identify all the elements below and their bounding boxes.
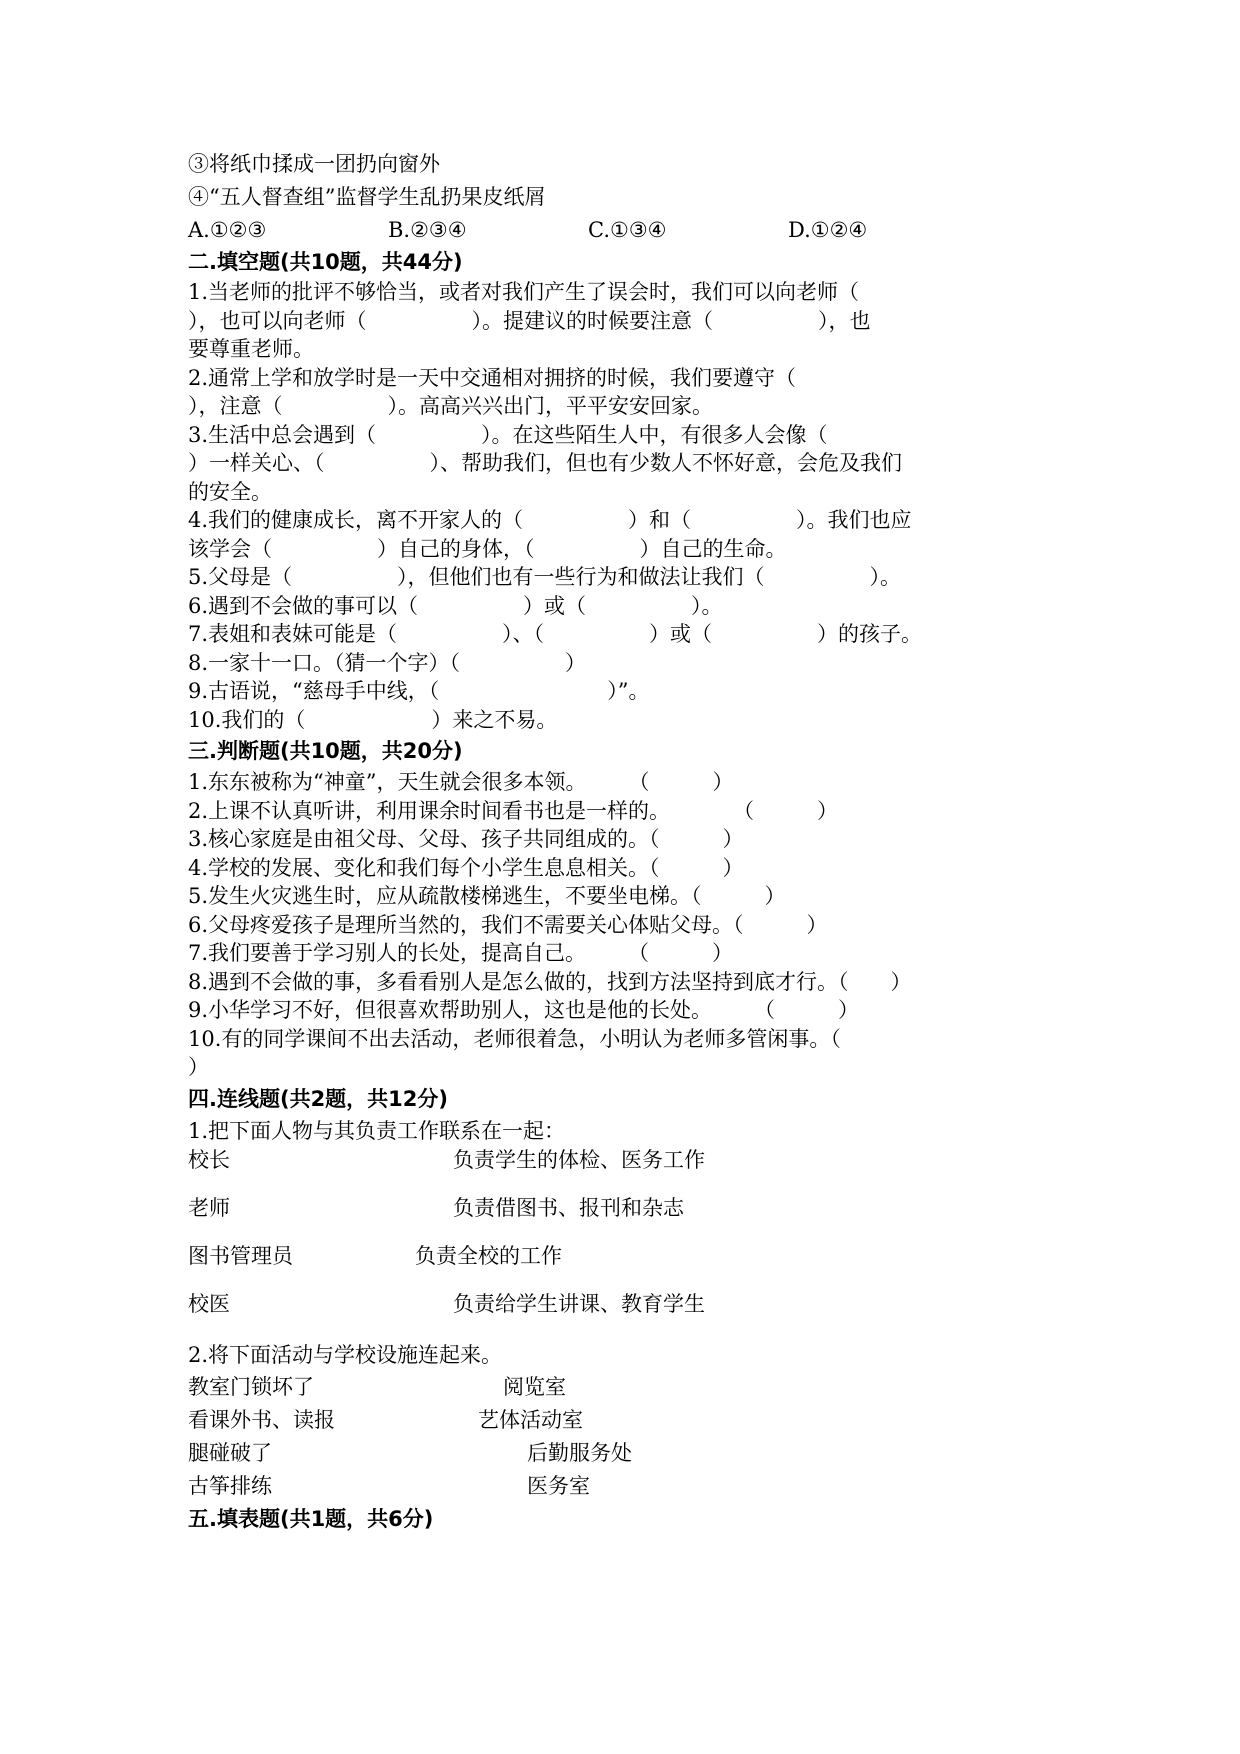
match-left: 古筝排练 — [188, 1473, 272, 1498]
section-true-false — [188, 734, 1068, 1082]
section-matching — [188, 1082, 1068, 1504]
fill-line: 8.一家十一口。（猜一个字）（ ） — [188, 650, 587, 675]
match-row — [188, 1372, 1068, 1405]
section-table-fill — [188, 1504, 1068, 1534]
match-row — [188, 1290, 1068, 1338]
judge-line: 8.遇到不会做的事，多看看别人是怎么做的，找到方法坚持到底才行。（ ） — [188, 969, 912, 994]
match-left: 看课外书、读报 — [188, 1407, 335, 1432]
fill-line: ），也可以向老师（ ）。提建议的时候要注意（ ），也 — [188, 308, 871, 333]
fill-line: 要尊重老师。 — [188, 337, 314, 361]
fill-line: 5.父母是（ ），但他们也有一些行为和做法让我们（ ）。 — [188, 565, 902, 589]
match-row — [188, 1438, 1068, 1471]
section1-tail — [188, 148, 1068, 246]
judge-line: 4.学校的发展、变化和我们每个小学生息息相关。（ ） — [188, 855, 744, 880]
match-row — [188, 1146, 1068, 1194]
judge-line: 9.小华学习不好，但很喜欢帮助别人，这也是他的长处。 （ ） — [188, 998, 860, 1022]
matching-q2 — [188, 1372, 1068, 1504]
match-row — [188, 1405, 1068, 1438]
fill-line: 该学会（ ）自己的身体，（ ）自己的生命。 — [188, 536, 787, 561]
judge-line: 7.我们要善于学习别人的长处，提高自己。 （ ） — [188, 941, 734, 965]
match-row — [188, 1194, 1068, 1242]
section-heading-table-fill: 五.填表题(共1题，共6分) — [188, 1506, 434, 1531]
section-heading-matching: 四.连线题(共2题，共12分) — [188, 1086, 449, 1111]
match-left: 校医 — [188, 1291, 230, 1316]
judge-line: 6.父母疼爱孩子是理所当然的，我们不需要关心体贴父母。（ ） — [188, 912, 828, 937]
fill-line: 的安全。 — [188, 479, 272, 504]
match-left: 校长 — [188, 1147, 230, 1172]
section-heading-fill-blank: 二.填空题(共10题，共44分) — [188, 250, 463, 274]
choice-item-4: ④“五人督查组”监督学生乱扔果皮纸屑 — [188, 185, 546, 209]
section-heading-true-false: 三.判断题(共10题，共20分) — [188, 739, 463, 763]
match-row — [188, 1242, 1068, 1290]
judge-line: 3.核心家庭是由祖父母、父母、孩子共同组成的。（ ） — [188, 827, 744, 851]
choice-item-3: ③将纸巾揉成一团扔向窗外 — [188, 152, 440, 176]
fill-line: ）一样关心、（ ）、帮助我们，但也有少数人不怀好意，会危及我们 — [188, 451, 902, 475]
match-left: 图书管理员 — [188, 1243, 293, 1268]
match-right: 负责给学生讲课、教育学生 — [453, 1291, 705, 1316]
fill-line: 6.遇到不会做的事可以（ ）或（ ）。 — [188, 593, 723, 618]
fill-line: 3.生活中总会遇到（ ）。在这些陌生人中，有很多人会像（ — [188, 422, 828, 447]
matching-q2-prompt: 2.将下面活动与学校设施连起来。 — [188, 1342, 503, 1367]
match-right: 后勤服务处 — [527, 1440, 632, 1465]
match-left: 腿碰破了 — [188, 1440, 272, 1465]
judge-line: ） — [188, 1055, 209, 1079]
match-right: 负责学生的体检、医务工作 — [453, 1147, 705, 1172]
match-right: 阅览室 — [503, 1374, 566, 1399]
worksheet-page — [188, 148, 1068, 1534]
fill-line: 1.当老师的批评不够恰当，或者对我们产生了误会时，我们可以向老师（ — [188, 280, 860, 304]
match-left: 老师 — [188, 1195, 230, 1220]
matching-q1 — [188, 1146, 1068, 1338]
match-left: 教室门锁坏了 — [188, 1374, 314, 1399]
fill-line: 9.古语说，“慈母手中线，（ ）”。 — [188, 679, 650, 703]
fill-line: 4.我们的健康成长，离不开家人的（ ）和（ ）。我们也应 — [188, 508, 912, 532]
option-c: C.①③④ — [588, 218, 667, 242]
match-right: 负责借图书、报刊和杂志 — [453, 1195, 684, 1220]
match-right: 医务室 — [527, 1473, 590, 1498]
judge-line: 2.上课不认真听讲，利用课余时间看书也是一样的。 （ ） — [188, 798, 839, 823]
match-row — [188, 1471, 1068, 1504]
option-a: A.①②③ — [188, 218, 267, 242]
matching-q1-prompt: 1.把下面人物与其负责工作联系在一起： — [188, 1118, 566, 1143]
judge-line: 10.有的同学课间不出去活动，老师很着急，小明认为老师多管闲事。（ — [188, 1026, 841, 1051]
option-b: B.②③④ — [388, 218, 467, 242]
section-fill-blank — [188, 246, 1068, 734]
fill-line: ），注意（ ）。高高兴兴出门，平平安安回家。 — [188, 394, 713, 418]
fill-line: 7.表姐和表妹可能是（ ）、（ ）或（ ）的孩子。 — [188, 622, 923, 646]
fill-line: 2.通常上学和放学时是一天中交通相对拥挤的时候，我们要遵守（ — [188, 365, 797, 390]
match-right: 负责全校的工作 — [415, 1243, 562, 1268]
match-right: 艺体活动室 — [478, 1407, 583, 1432]
judge-line: 5.发生火灾逃生时，应从疏散楼梯逃生，不要坐电梯。（ ） — [188, 884, 786, 908]
answer-options — [188, 214, 1068, 246]
judge-line: 1.东东被称为“神童”，天生就会很多本领。 （ ） — [188, 770, 734, 794]
option-d: D.①②④ — [788, 218, 868, 242]
fill-line: 10.我们的（ ）来之不易。 — [188, 707, 558, 732]
